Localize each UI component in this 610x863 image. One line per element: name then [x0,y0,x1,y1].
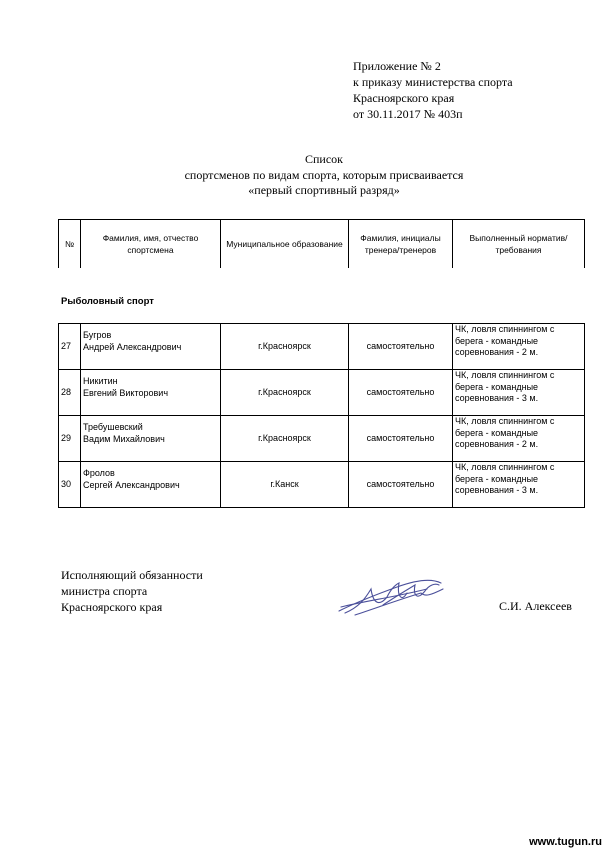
athletes-table [58,323,585,508]
header-num: № [59,220,81,269]
norm-line: берега - командные [455,473,539,484]
section-title: Рыболовный спорт [61,296,154,307]
appendix-line: к приказу министерства спорта [353,75,513,89]
municipality-cell: г.Канск [221,462,349,508]
norm-cell [453,370,585,416]
athlete-surname: Бугров [83,330,112,340]
municipality-cell: г.Красноярск [221,416,349,462]
athlete-given-names: Сергей Александрович [83,479,180,490]
norm-line: берега - командные [455,335,539,346]
municipality-cell: г.Красноярск [221,370,349,416]
signatory-line: Красноярского края [61,600,163,614]
norm-cell [453,462,585,508]
watermark[interactable]: www.tugun.ru [529,836,602,848]
document-title [0,152,610,199]
norm-line: ЧК, ловля спиннингом с [455,462,555,472]
athlete-given-names: Евгений Викторович [83,387,169,398]
header-name: Фамилия, имя, отчество спортсмена [81,220,221,269]
athlete-given-names: Вадим Михайлович [83,433,165,444]
athlete-surname: Требушевский [83,422,143,432]
title-line: спортсменов по видам спорта, которым присваивается [184,167,464,182]
norm-line: соревнования - 2 м. [455,347,539,357]
title-line: «первый спортивный разряд» [248,183,400,197]
athlete-name [81,462,221,508]
signatory-line: Исполняющий обязанности [61,568,203,582]
row-number: 29 [59,416,81,462]
table-row [59,462,585,508]
athlete-surname: Никитин [83,376,118,386]
athlete-name [81,370,221,416]
appendix-line: от 30.11.2017 № 403п [353,107,463,121]
table-row [59,416,585,462]
norm-line: берега - командные [455,427,539,438]
athlete-name [81,416,221,462]
athlete-surname: Фролов [83,468,115,478]
municipality-cell: г.Красноярск [221,324,349,370]
row-number: 27 [59,324,81,370]
norm-line: ЧК, ловля спиннингом с [455,416,555,426]
norm-line: ЧК, ловля спиннингом с [455,324,555,334]
norm-line: соревнования - 3 м. [455,393,539,403]
table-row [59,324,585,370]
row-number: 30 [59,462,81,508]
norm-cell [453,416,585,462]
signatory-line: министра спорта [61,584,148,598]
norm-line: соревнования - 3 м. [455,485,539,495]
norm-cell [453,324,585,370]
header-norm: Выполненный норматив/требования [453,220,585,269]
coach-cell: самостоятельно [349,462,453,508]
appendix-line: Приложение № 2 [353,59,441,73]
title-line: Список [304,152,343,166]
athlete-name [81,324,221,370]
coach-cell: самостоятельно [349,324,453,370]
header-coach: Фамилия, инициалы тренера/тренеров [349,220,453,269]
table-header [58,219,585,268]
coach-cell: самостоятельно [349,416,453,462]
row-number: 28 [59,370,81,416]
norm-line: соревнования - 2 м. [455,439,539,449]
coach-cell: самостоятельно [349,370,453,416]
norm-line: ЧК, ловля спиннингом с [455,370,555,380]
signatory-title [61,567,203,615]
table-row [59,370,585,416]
header-municipality: Муниципальное образование [221,220,349,269]
norm-line: берега - командные [455,381,539,392]
athlete-given-names: Андрей Александрович [83,341,182,352]
handwritten-signature [335,577,447,617]
appendix-block [353,58,513,122]
signatory-name: С.И. Алексеев [499,599,572,613]
appendix-line: Красноярского края [353,91,455,105]
